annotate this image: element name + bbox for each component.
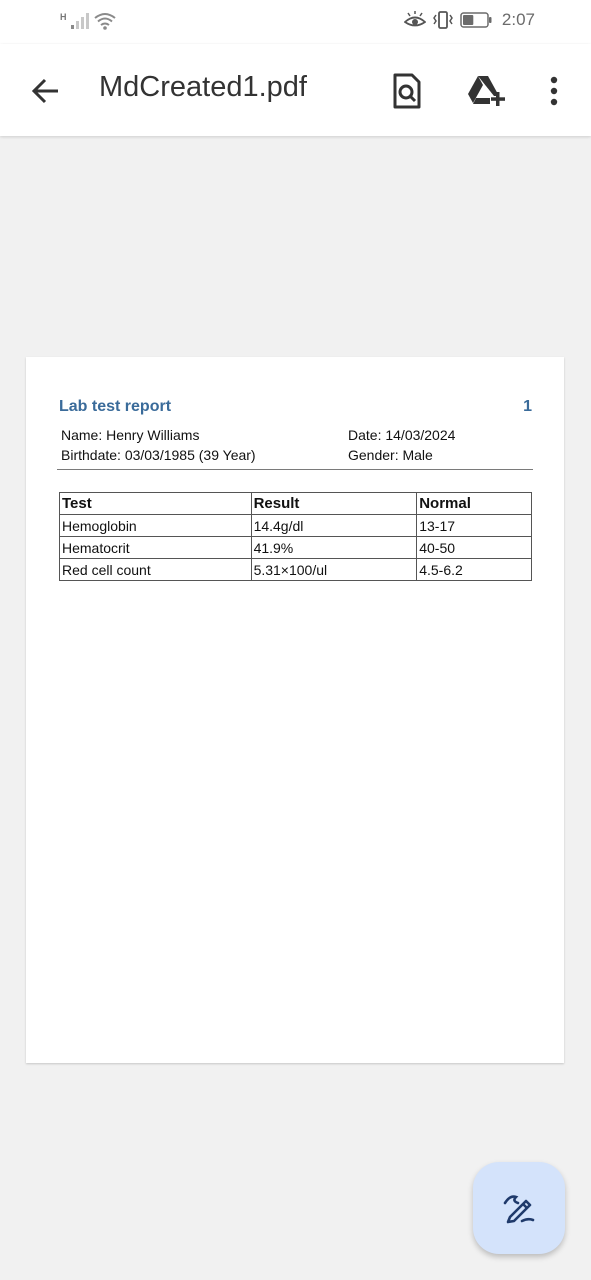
table-cell: Hemoglobin [60,515,252,537]
results-table [59,492,532,581]
table-cell: 40-50 [417,537,532,559]
back-button[interactable] [24,70,66,112]
drive-add-icon [466,74,506,108]
page-number: 1 [523,398,532,415]
app-bar [0,44,591,136]
network-type-label: H [60,12,67,22]
pdf-page[interactable] [26,357,564,1063]
signal-icon [71,13,89,29]
arrow-back-icon [30,76,60,106]
wifi-icon [93,12,117,30]
find-in-document-icon [392,73,422,109]
table-row [60,559,532,581]
battery-icon [460,12,492,28]
table-row [60,515,532,537]
table-cell: 14.4g/dl [251,515,417,537]
table-cell: Hematocrit [60,537,252,559]
table-row [60,537,532,559]
header-cell: Normal [417,493,532,515]
header-cell: Result [251,493,417,515]
report-date: Date: 14/03/2024 [348,427,456,443]
find-in-document-button[interactable] [385,69,429,113]
annotate-fab-button[interactable] [473,1162,565,1254]
status-right [404,10,535,30]
status-bar [0,0,591,44]
more-options-button[interactable] [532,69,576,113]
table-header-row [60,493,532,515]
header-divider [57,469,533,470]
drive-add-button[interactable] [464,69,508,113]
status-left [60,12,117,30]
table-cell: Red cell count [60,559,252,581]
patient-birthdate: Birthdate: 03/03/1985 (39 Year) [61,447,256,463]
patient-gender: Gender: Male [348,447,433,463]
table-cell: 5.31×100/ul [251,559,417,581]
more-vert-icon [549,76,559,106]
table-cell: 41.9% [251,537,417,559]
eye-comfort-icon [404,11,426,29]
table-cell: 4.5-6.2 [417,559,532,581]
patient-name: Name: Henry Williams [61,427,200,443]
report-title: Lab test report [59,398,172,415]
file-title: MdCreated1.pdf [99,71,307,103]
clock: 2:07 [501,10,535,29]
table-cell: 13-17 [417,515,532,537]
annotate-pen-icon [502,1191,536,1225]
vibrate-icon [432,10,454,30]
header-cell: Test [60,493,252,515]
